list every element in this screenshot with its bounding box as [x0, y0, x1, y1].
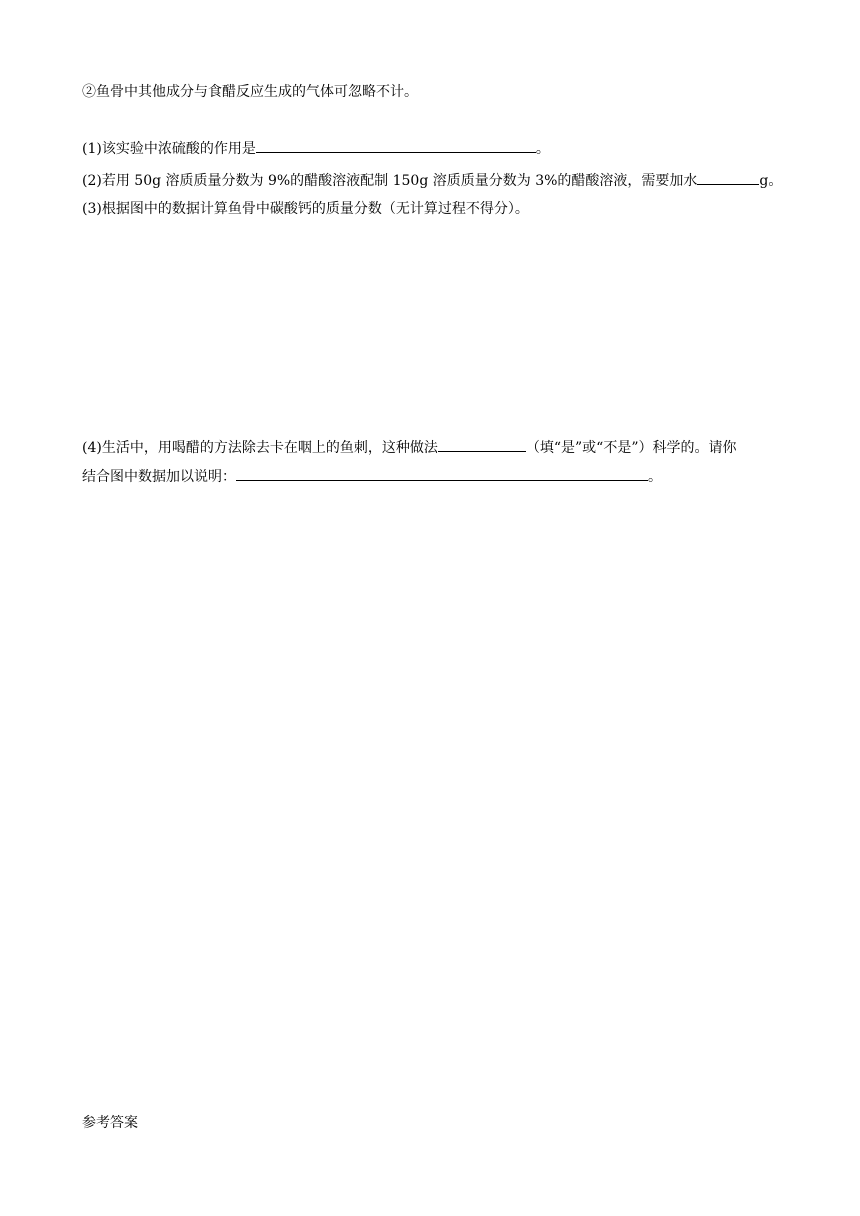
answer-heading: 参考答案 — [82, 1115, 138, 1131]
question-2 — [82, 170, 782, 190]
question-4-line-1 — [82, 437, 736, 457]
question-3-text: (3)根据图中的数据计算鱼骨中碳酸钙的质量分数（无计算过程不得分）。 — [82, 201, 529, 217]
question-3 — [82, 199, 529, 219]
question-4-answer-blank-1[interactable] — [438, 437, 526, 452]
question-2-text: (2)若用 50g 溶质质量分数为 9%的醋酸溶液配制 150g 溶质质量分数为 3%的醋酸溶液，需要加水 — [82, 173, 698, 189]
question-4-answer-blank-2[interactable] — [236, 466, 648, 481]
question-4-explain-label: 结合图中数据加以说明： — [82, 469, 236, 485]
answer-section — [82, 1113, 138, 1133]
note-2 — [82, 82, 418, 102]
question-4-suffix: 。 — [648, 469, 662, 485]
question-1-answer-blank[interactable] — [256, 138, 536, 153]
question-1-suffix: 。 — [535, 141, 550, 157]
note-2-text: ②鱼骨中其他成分与食醋反应生成的气体可忽略不计。 — [82, 84, 418, 100]
question-1-text: (1)该实验中浓硫酸的作用是 — [82, 141, 256, 157]
question-2-answer-blank[interactable] — [697, 170, 759, 185]
question-1 — [82, 138, 550, 158]
question-4-line-2 — [82, 466, 662, 486]
question-4-instruction: （填“是”或“不是”）科学的。请你 — [525, 440, 737, 456]
question-4-text: (4)生活中，用喝醋的方法除去卡在咽上的鱼刺，这种做法 — [82, 440, 438, 456]
question-2-suffix: g。 — [759, 173, 783, 189]
